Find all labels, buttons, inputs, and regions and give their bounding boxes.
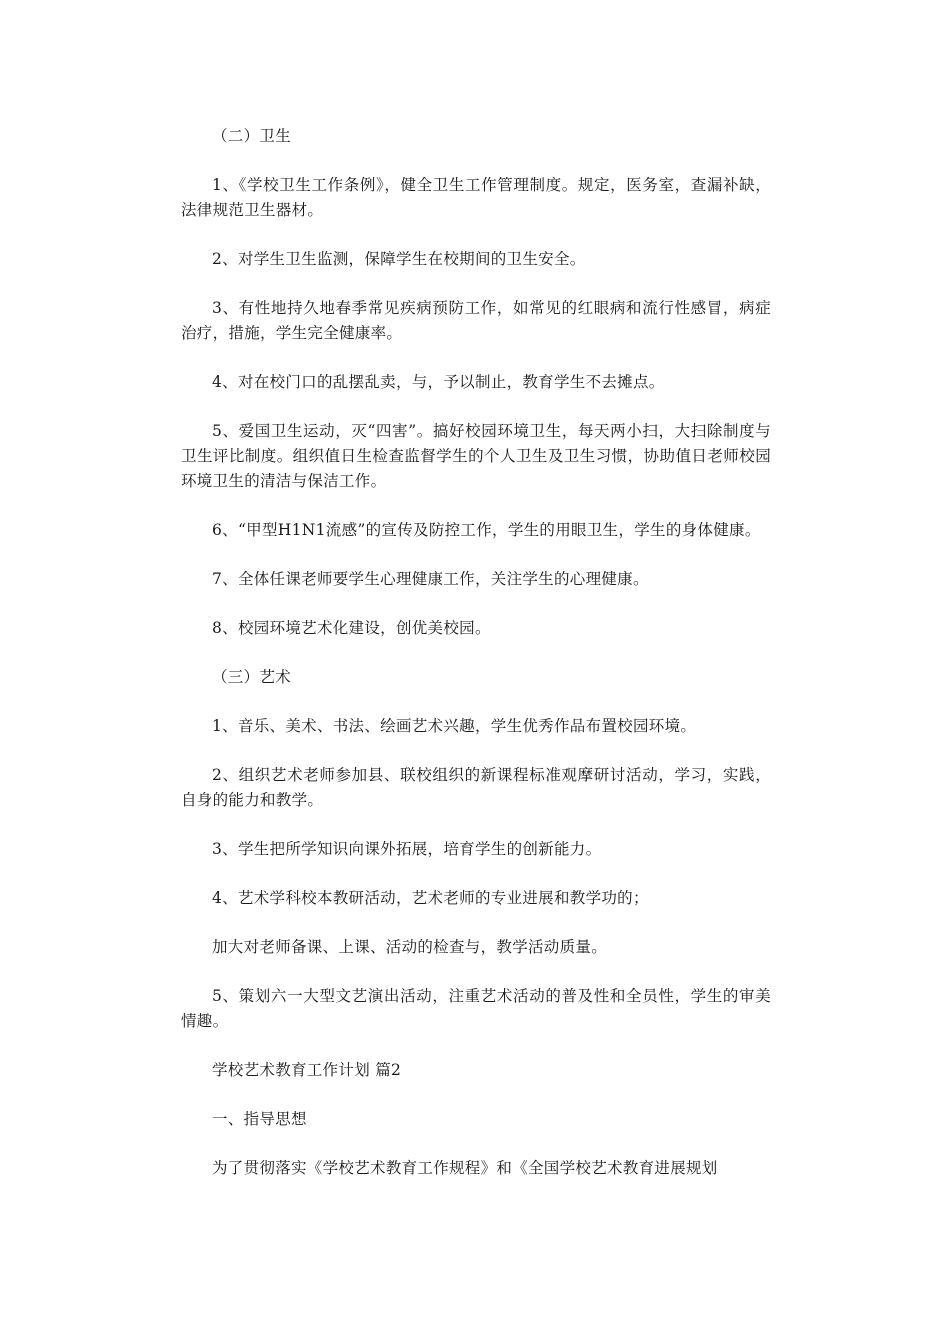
hygiene-item: 1、《学校卫生工作条例》，健全卫生工作管理制度。规定，医务室，查漏补缺，法律规范卫生器材。 [181, 176, 771, 219]
hygiene-item: 3、有性地持久地春季常见疾病预防工作，如常见的红眼病和流行性感冒，病症治疗，措施，学生完全健康率。 [181, 299, 771, 342]
art-item: 2、组织艺术老师参加县、联校组织的新课程标准观摩研讨活动，学习，实践，自身的能力和教学。 [181, 766, 771, 809]
art-note: 加大对老师备课、上课、活动的检查与，教学活动质量。 [212, 938, 608, 956]
hygiene-item: 2、对学生卫生监测，保障学生在校期间的卫生安全。 [212, 250, 586, 268]
art-item: 1、音乐、美术、书法、绘画艺术兴趣，学生优秀作品布置校园环境。 [212, 717, 697, 735]
section-heading-hygiene: （二）卫生 [212, 127, 292, 145]
hygiene-item: 5、爱国卫生运动，灭“四害”。搞好校园环境卫生，每天两小扫，大扫除制度与卫生评比制度。组织值日生检查监督学生的个人卫生及卫生习惯，协助值日老师校园环境卫生的清洁与保洁工作。 [181, 422, 771, 490]
hygiene-item: 4、对在校门口的乱摆乱卖，与，予以制止，教育学生不去摊点。 [212, 373, 665, 391]
hygiene-item: 6、“甲型H1N1流感”的宣传及防控工作，学生的用眼卫生，学生的身体健康。 [212, 521, 761, 539]
plan-title: 学校艺术教育工作计划 篇2 [212, 1061, 402, 1079]
hygiene-item: 8、校园环境艺术化建设，创优美校园。 [212, 619, 491, 637]
art-item: 5、策划六一大型文艺演出活动，注重艺术活动的普及性和全员性，学生的审美情趣。 [181, 987, 771, 1030]
section-heading-art: （三）艺术 [212, 668, 292, 686]
art-item: 4、艺术学科校本教研活动，艺术老师的专业进展和教学功的； [212, 889, 649, 907]
hygiene-item: 7、全体任课老师要学生心理健康工作，关注学生的心理健康。 [212, 570, 649, 588]
guide-heading: 一、指导思想 [212, 1110, 307, 1128]
guide-paragraph: 为了贯彻落实《学校艺术教育工作规程》和《全国学校艺术教育进展规划 [212, 1159, 718, 1177]
document-body [181, 124, 771, 1205]
art-item: 3、学生把所学知识向课外拓展，培育学生的创新能力。 [212, 840, 602, 858]
